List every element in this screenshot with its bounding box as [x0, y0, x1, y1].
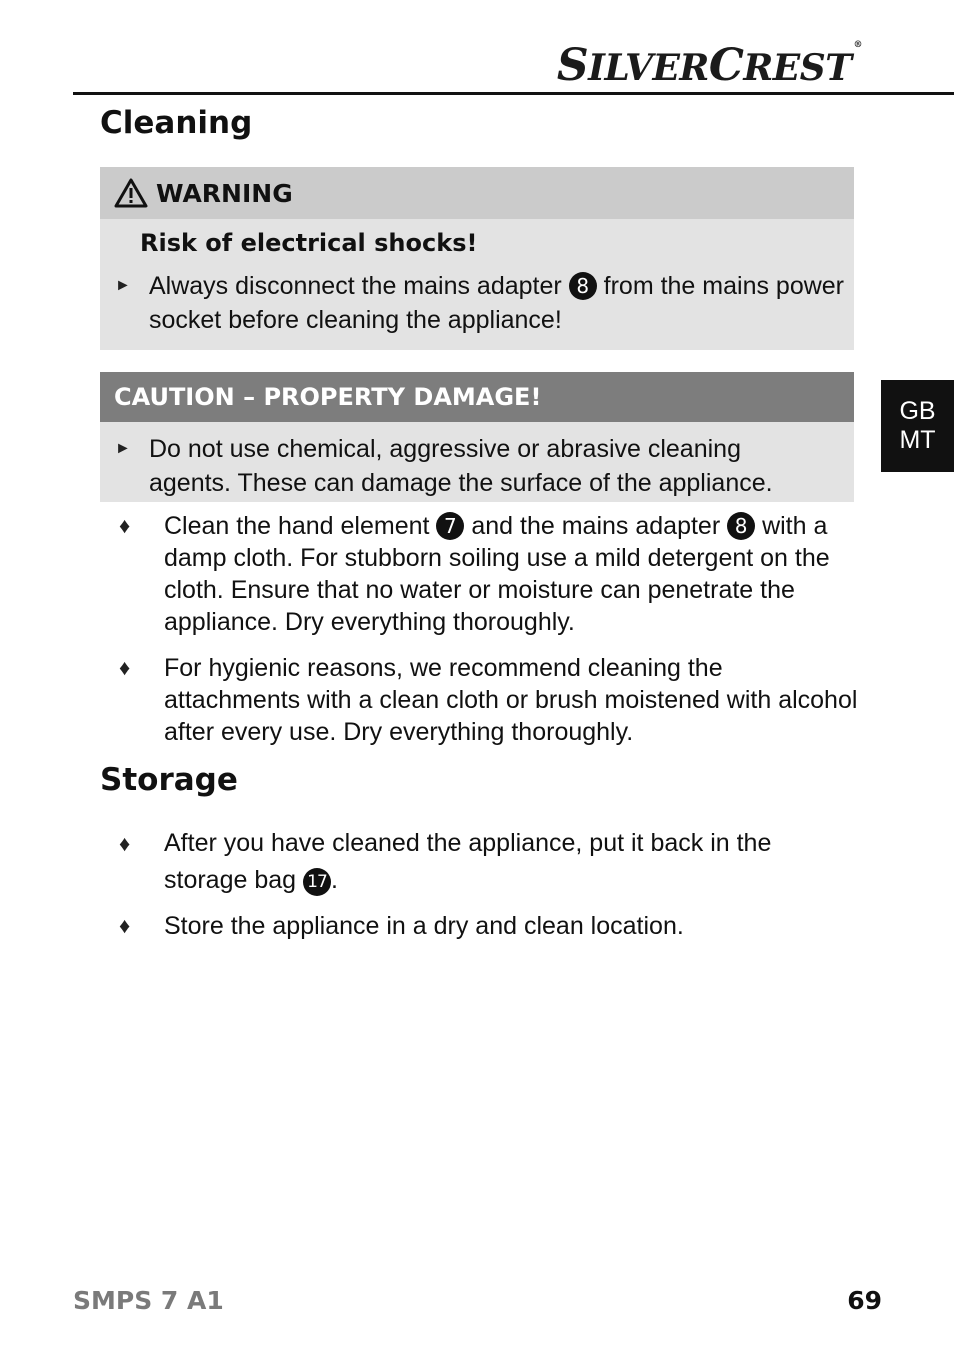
caution-header: [100, 372, 854, 422]
warning-risk: Risk of electrical shocks!: [140, 229, 478, 257]
caution-box: [100, 372, 854, 502]
warning-box: [100, 167, 854, 350]
ref-number-badge: 17: [303, 868, 331, 896]
ref-number-badge: 7: [436, 512, 464, 540]
diamond-bullet-icon: ♦: [119, 655, 131, 680]
list-item: ♦ Clean the hand element 7 and the mains adapter 8 with a damp cloth. For stubborn soiling use a mild detergent on the cloth. Ensure that no water or moisture can penetrate the appliance. Dry everything thoroughly.: [119, 512, 830, 636]
list-item: ♦ After you have cleaned the appliance, put it back in the storage bag 17 .: [100, 825, 860, 899]
list-item: ♦ For hygienic reasons, we recommend cleaning the attachments with a clean cloth or brush moistened with alcohol after every use. Dry everything thoroughly.: [119, 654, 858, 746]
diamond-bullet-icon: ♦: [119, 513, 131, 538]
diamond-bullet-icon: ♦: [119, 913, 131, 938]
warning-item: ► Always disconnect the mains adapter 8 from the mains power socket before cleaning the appliance!: [100, 269, 854, 337]
arrow-icon: ►: [115, 277, 131, 294]
ref-number-badge: 8: [569, 272, 597, 300]
arrow-icon: ►: [115, 440, 131, 457]
warning-triangle-icon: [114, 178, 148, 208]
diamond-bullet-icon: ♦: [119, 831, 131, 856]
cleaning-steps: [100, 510, 860, 748]
storage-steps: [100, 825, 860, 942]
footer-model: SMPS 7 A1: [73, 1286, 224, 1315]
warning-header: [100, 167, 854, 219]
caution-label: CAUTION – PROPERTY DAMAGE!: [114, 383, 542, 411]
warning-label: WARNING: [156, 178, 293, 208]
header-rule: [73, 92, 954, 95]
brand-logo: SILVERCREST®: [556, 40, 862, 91]
ref-number-badge: 8: [727, 512, 755, 540]
list-item: ♦ Store the appliance in a dry and clean location.: [119, 912, 684, 940]
language-tab: GB MT: [881, 380, 954, 472]
section-title-storage: Storage: [100, 762, 238, 798]
page-number: 69: [847, 1286, 882, 1315]
caution-item: ► Do not use chemical, aggressive or abrasive cleaning agents. These can damage the surface of the appliance.: [100, 432, 854, 500]
section-title-cleaning: Cleaning: [100, 105, 253, 141]
